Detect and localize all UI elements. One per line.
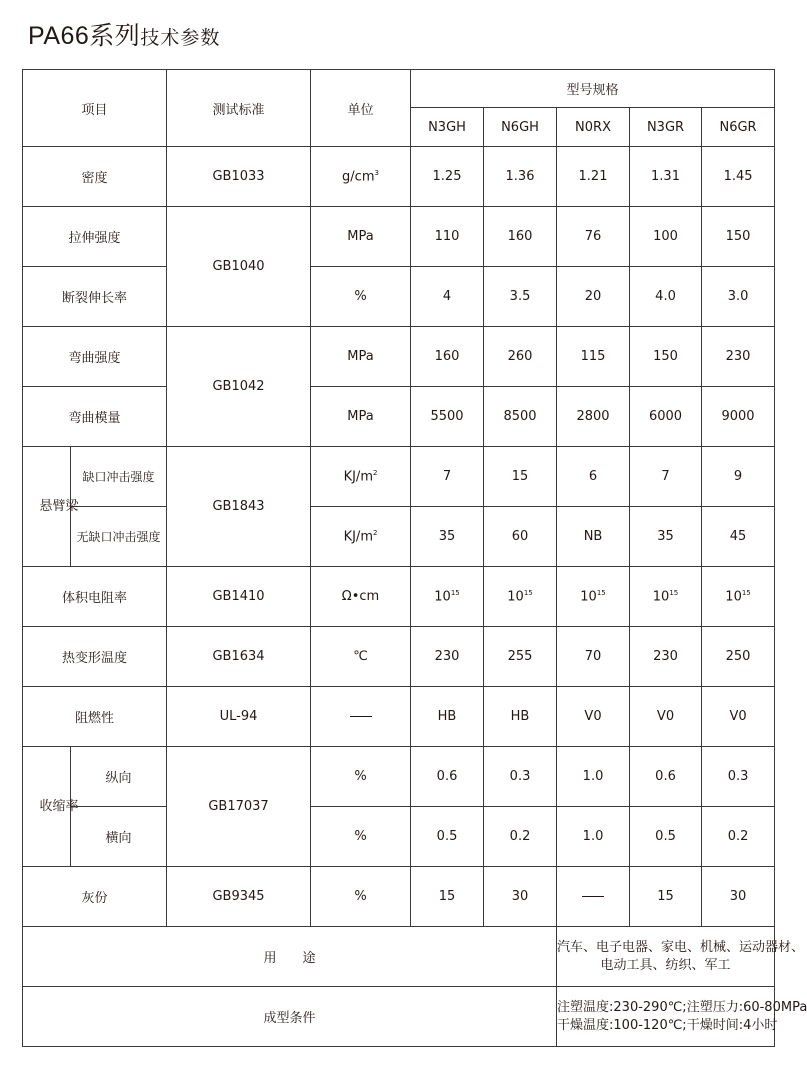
table-row-flammability [23, 687, 775, 747]
row-unit: % [311, 867, 411, 927]
row-standard: GB1634 [167, 627, 311, 687]
row-label: 灰份 [23, 867, 167, 927]
cell-value: 0.5 [411, 807, 484, 867]
row-label: 弯曲强度 [23, 327, 167, 387]
row-standard: UL-94 [167, 687, 311, 747]
value-base: 10 [507, 589, 524, 605]
cell-value: 115 [557, 327, 630, 387]
usage-text [557, 927, 805, 987]
cell-value: 230 [630, 627, 702, 687]
value-base: 10 [725, 589, 742, 605]
cell-value: 150 [630, 327, 702, 387]
cell-value: 0.3 [484, 747, 557, 807]
cell-value: 9000 [702, 387, 775, 447]
cell-value: 0.6 [411, 747, 484, 807]
cell-value: 3.0 [702, 267, 775, 327]
cell-value: 260 [484, 327, 557, 387]
row-unit: MPa [311, 327, 411, 387]
molding-text [557, 987, 807, 1047]
value-base: 10 [580, 589, 597, 605]
cell-value: 0.5 [630, 807, 702, 867]
row-label: 缺口冲击强度 [71, 447, 167, 507]
row-unit [311, 507, 411, 567]
row-unit [311, 687, 411, 747]
cell-value: 160 [411, 327, 484, 387]
cell-value: 30 [702, 867, 775, 927]
title-main: PA66系列 [28, 22, 141, 50]
cell-value: V0 [702, 687, 775, 747]
cell-value [557, 567, 630, 627]
row-label: 断裂伸长率 [23, 267, 167, 327]
table-row-usage [23, 927, 775, 987]
table-row-elongation [23, 267, 775, 327]
page-title [28, 16, 220, 56]
header-models-title: 型号规格 [411, 70, 775, 108]
row-label: 阻燃性 [23, 687, 167, 747]
cell-value: 1.25 [411, 147, 484, 207]
cell-value: 4.0 [630, 267, 702, 327]
cell-value: 0.3 [702, 747, 775, 807]
molding-line: 注塑温度:230-290℃;注塑压力:60-80MPa [557, 999, 807, 1015]
cell-value: 1.0 [557, 747, 630, 807]
value-sup: 15 [450, 588, 460, 597]
row-label: 热变形温度 [23, 627, 167, 687]
group-label-shrink [23, 747, 79, 867]
unit-sup: 3 [374, 168, 379, 177]
value-sup: 15 [669, 588, 679, 597]
cell-value [411, 567, 484, 627]
row-label: 体积电阻率 [23, 567, 167, 627]
cell-value: 1.31 [630, 147, 702, 207]
row-unit: MPa [311, 207, 411, 267]
dash-mark [350, 716, 372, 717]
cell-value: 7 [411, 447, 484, 507]
cell-value: 35 [411, 507, 484, 567]
header-model: N0RX [557, 108, 630, 147]
cell-value: 250 [702, 627, 775, 687]
cell-value: 0.2 [484, 807, 557, 867]
cell-value: NB [557, 507, 630, 567]
table-row-izod-notched [23, 447, 775, 507]
row-label: 弯曲模量 [23, 387, 167, 447]
row-unit [311, 147, 411, 207]
usage-line: 汽车、电子电器、家电、机械、运动器材、 [557, 939, 805, 955]
row-unit [311, 447, 411, 507]
cell-value: 8500 [484, 387, 557, 447]
cell-value: 20 [557, 267, 630, 327]
row-label: 拉伸强度 [23, 207, 167, 267]
table-row-izod-unnotched [23, 507, 775, 567]
cell-value: 3.5 [484, 267, 557, 327]
table-row-ash [23, 867, 775, 927]
cell-value: 1.45 [702, 147, 775, 207]
cell-value: HB [411, 687, 484, 747]
cell-value: 30 [484, 867, 557, 927]
cell-value: 15 [630, 867, 702, 927]
cell-value: 45 [702, 507, 775, 567]
unit-sup: 2 [372, 528, 378, 537]
header-item: 项目 [23, 70, 167, 147]
cell-value: HB [484, 687, 557, 747]
cell-value [557, 867, 630, 927]
row-unit: MPa [311, 387, 411, 447]
cell-value: 110 [411, 207, 484, 267]
header-model: N3GH [411, 108, 484, 147]
unit-base: g/cm [342, 169, 375, 185]
molding-line: 干燥温度:100-120℃;干燥时间:4小时 [557, 1017, 778, 1033]
cell-value: 1.36 [484, 147, 557, 207]
title-sub: 技术参数 [140, 27, 221, 49]
cell-value: V0 [630, 687, 702, 747]
cell-value [702, 567, 775, 627]
row-label: 密度 [23, 147, 167, 207]
row-unit: Ω•cm [311, 567, 411, 627]
cell-value: 35 [630, 507, 702, 567]
row-label: 纵向 [71, 747, 167, 807]
cell-value: 2800 [557, 387, 630, 447]
cell-value: 4 [411, 267, 484, 327]
cell-value: 1.21 [557, 147, 630, 207]
cell-value: 6000 [630, 387, 702, 447]
value-sup: 15 [741, 588, 751, 597]
table-row-resistivity [23, 567, 775, 627]
cell-value: 230 [411, 627, 484, 687]
value-base: 10 [652, 589, 670, 605]
cell-value: 100 [630, 207, 702, 267]
cell-value: V0 [557, 687, 630, 747]
cell-value: 160 [484, 207, 557, 267]
row-standard: GB1410 [167, 567, 311, 627]
value-base: 10 [434, 589, 451, 605]
header-standard: 测试标准 [167, 70, 311, 147]
group-label-text: 收缩率 [39, 798, 79, 814]
usage-line: 电动工具、纺织、军工 [600, 957, 731, 973]
row-unit: ℃ [311, 627, 411, 687]
table-row-shrink-long [23, 747, 775, 807]
cell-value: 76 [557, 207, 630, 267]
table-row-hdt [23, 627, 775, 687]
table-row-tensile [23, 207, 775, 267]
row-unit: % [311, 747, 411, 807]
row-standard: GB1042 [167, 327, 311, 447]
unit-base: KJ/m [343, 469, 373, 485]
header-unit: 单位 [311, 70, 411, 147]
header-model: N3GR [630, 108, 702, 147]
molding-label: 成型条件 [23, 987, 557, 1047]
row-label: 横向 [71, 807, 167, 867]
cell-value: 15 [484, 447, 557, 507]
cell-value: 230 [702, 327, 775, 387]
cell-value: 7 [630, 447, 702, 507]
table-row-flex-strength [23, 327, 775, 387]
unit-sup: 2 [372, 468, 378, 477]
table-row-shrink-trans [23, 807, 775, 867]
cell-value: 0.6 [630, 747, 702, 807]
row-standard: GB1040 [167, 207, 311, 327]
row-label: 无缺口冲击强度 [71, 507, 167, 567]
group-label-izod [23, 447, 79, 567]
header-model: N6GR [702, 108, 775, 147]
table-row-molding [23, 987, 775, 1047]
row-standard: GB1843 [167, 447, 311, 567]
row-unit: % [311, 267, 411, 327]
value-sup: 15 [523, 588, 533, 597]
spec-table [22, 69, 807, 1047]
cell-value: 9 [702, 447, 775, 507]
cell-value: 1.0 [557, 807, 630, 867]
row-standard: GB17037 [167, 747, 311, 867]
unit-base: KJ/m [343, 529, 373, 545]
cell-value: 6 [557, 447, 630, 507]
cell-value: 70 [557, 627, 630, 687]
cell-value: 255 [484, 627, 557, 687]
group-label-text: 悬臂梁 [39, 498, 79, 514]
row-standard: GB9345 [167, 867, 311, 927]
value-sup: 15 [596, 588, 606, 597]
header-model: N6GH [484, 108, 557, 147]
header-row [23, 70, 775, 108]
cell-value: 5500 [411, 387, 484, 447]
usage-label: 用 途 [23, 927, 557, 987]
cell-value: 0.2 [702, 807, 775, 867]
cell-value: 15 [411, 867, 484, 927]
cell-value [630, 567, 702, 627]
dash-mark [582, 896, 604, 897]
cell-value [484, 567, 557, 627]
cell-value: 150 [702, 207, 775, 267]
row-unit: % [311, 807, 411, 867]
table-row-flex-modulus [23, 387, 775, 447]
row-standard: GB1033 [167, 147, 311, 207]
table-row-density [23, 147, 775, 207]
cell-value: 60 [484, 507, 557, 567]
